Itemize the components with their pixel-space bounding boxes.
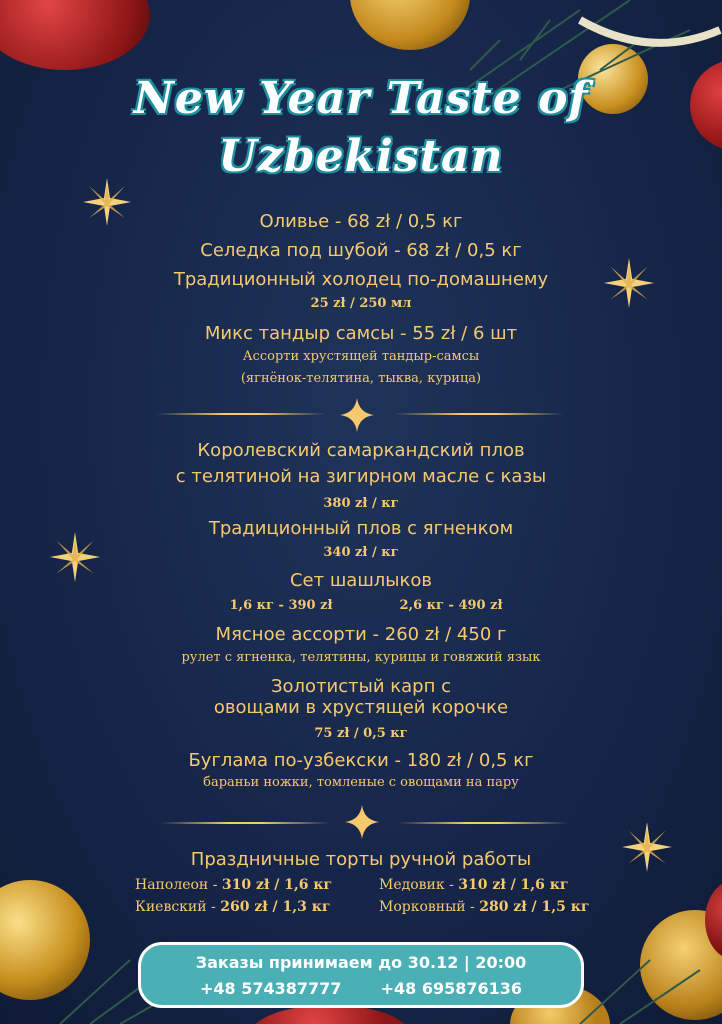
divider-line (398, 822, 568, 824)
phone-numbers (141, 979, 581, 998)
menu-item-samsa-desc: (ягнёнок-телятина, тыква, курица) (240, 371, 482, 386)
menu-item-shashlik-option: 1,6 кг - 390 zł (229, 598, 333, 613)
divider-line (160, 822, 330, 824)
cake-item: Наполеон - 310 zł / 1,6 кг (135, 877, 333, 893)
menu-item-herring: Селедка под шубой - 68 zł / 0,5 кг (200, 240, 522, 261)
menu-item-samsa-desc: Ассорти хрустящей тандыр-самсы (242, 349, 480, 364)
page-title-line2: Uzbekistan (218, 131, 504, 182)
menu-item-buglama-desc: бараньи ножки, томленые с овощами на пару (203, 775, 519, 790)
phone-number-2[interactable]: +48 695876136 (380, 979, 523, 998)
order-deadline: Заказы принимаем до 30.12 | 20:00 (195, 953, 527, 972)
menu-item-carp-price: 75 zł / 0,5 кг (314, 726, 408, 741)
menu-item-royal-plov: с телятиной на зигирном масле с казы (175, 466, 547, 487)
divider-line (156, 413, 326, 415)
cakes-heading: Праздничные торты ручной работы (190, 849, 532, 870)
phone-number-1[interactable]: +48 574387777 (199, 979, 342, 998)
menu-item-carp: Золотистый карп с (271, 676, 451, 697)
menu-item-kholodets-price: 25 zł / 250 мл (310, 296, 412, 311)
menu-item-royal-plov: Королевский самаркандский плов (197, 440, 525, 461)
pine-branch-icon (560, 950, 722, 1024)
menu-item-shashlik-option: 2,6 кг - 490 zł (399, 598, 503, 613)
cake-item: Киевский - 260 zł / 1,3 кг (135, 899, 331, 915)
menu-item-kholodets: Традиционный холодец по-домашнему (173, 269, 549, 290)
sparkle-icon (345, 805, 379, 839)
red-ornament-decoration (0, 0, 150, 70)
sparkle-icon (340, 398, 374, 432)
menu-item-shashlik: Сет шашлыков (289, 570, 433, 591)
menu-item-carp: овощами в хрустящей корочке (213, 697, 509, 718)
menu-item-lamb-plov: Традиционный плов с ягненком (208, 518, 514, 539)
menu-item-buglama: Буглама по-узбекски - 180 zł / 0,5 кг (188, 750, 534, 771)
menu-item-meat-platter: Мясное ассорти - 260 zł / 450 г (215, 624, 507, 645)
cake-item: Морковный - 280 zł / 1,5 кг (379, 899, 590, 915)
menu-item-royal-plov-price: 380 zł / кг (323, 496, 399, 511)
divider-line (394, 413, 564, 415)
menu-item-samsa: Микс тандыр самсы - 55 zł / 6 шт (204, 323, 518, 344)
order-info-box (138, 942, 584, 1008)
page-title-line1: New Year Taste of (133, 73, 589, 124)
cake-item: Медовик - 310 zł / 1,6 кг (379, 877, 569, 893)
menu-item-olivier: Оливье - 68 zł / 0,5 кг (259, 211, 463, 232)
menu-item-lamb-plov-price: 340 zł / кг (323, 545, 399, 560)
menu-item-meat-platter-desc: рулет с ягненка, телятины, курицы и говяжий язык (181, 650, 541, 665)
